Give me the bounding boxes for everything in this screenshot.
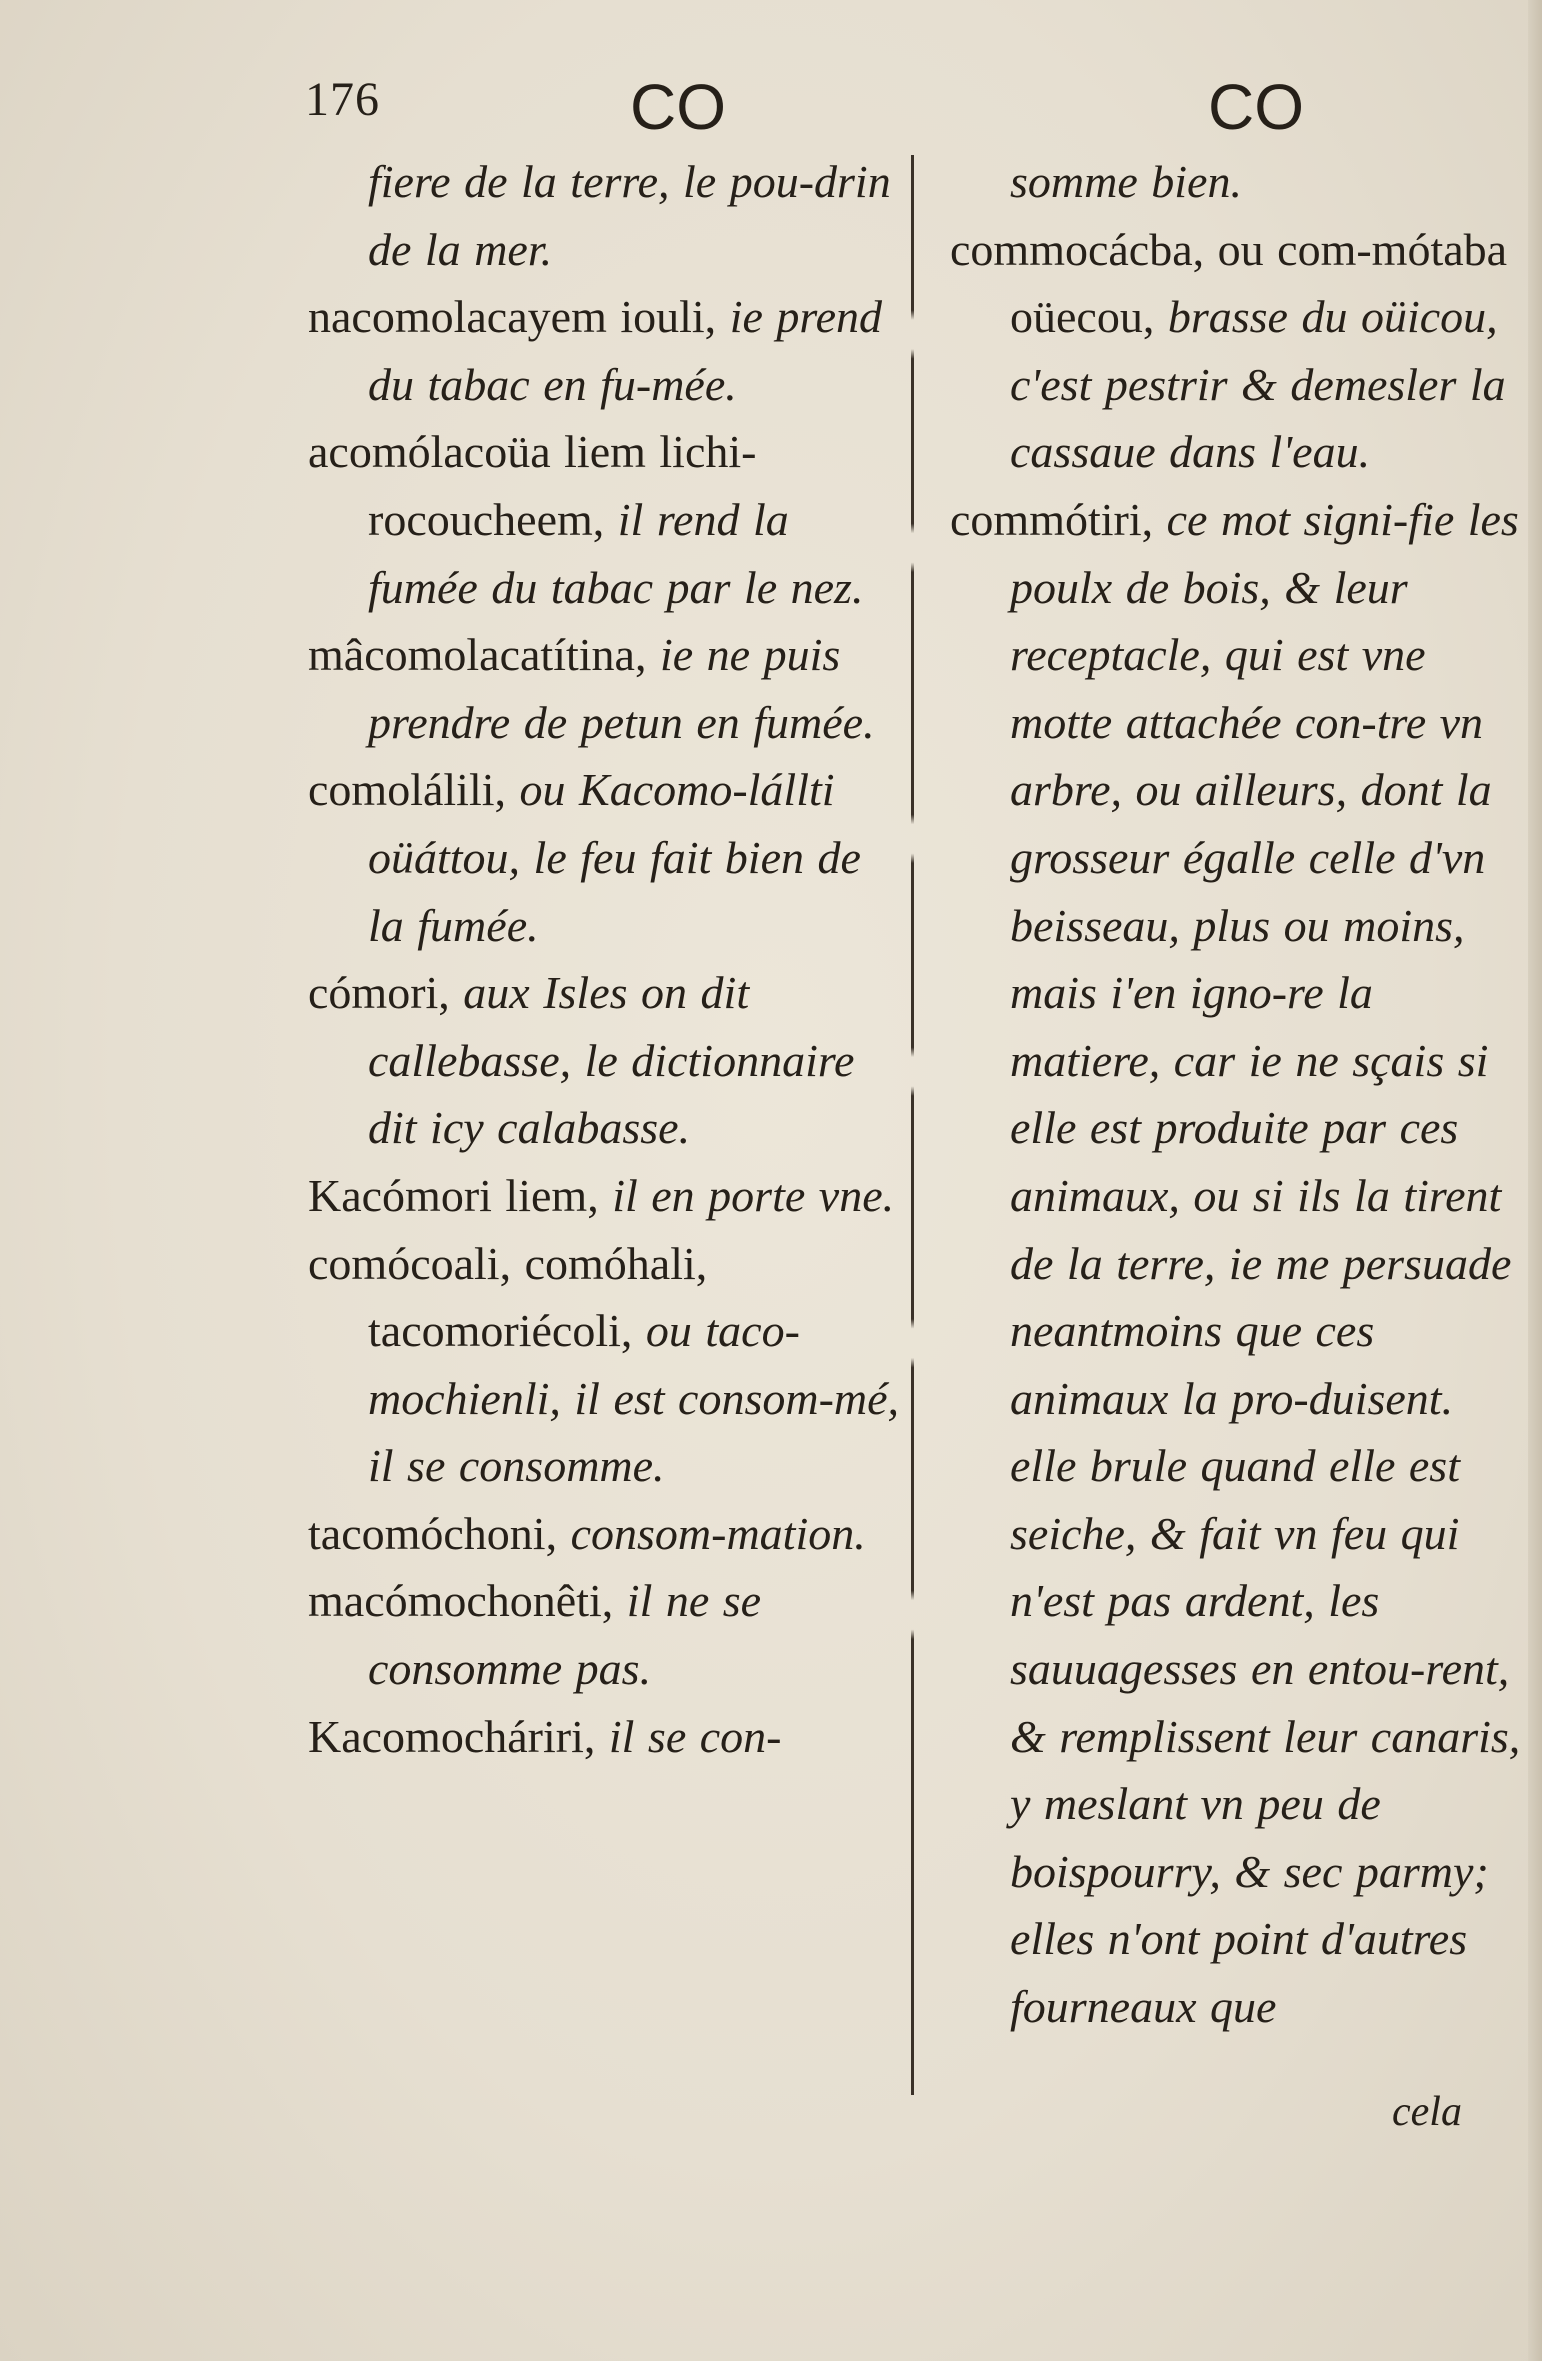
right-column <box>950 148 1524 2041</box>
entry-definition: aux Isles on dit callebasse, le dictionnaire dit icy calabasse. <box>368 967 855 1154</box>
page-edge <box>1528 0 1542 2361</box>
entry-headword: commótiri, <box>950 493 1154 545</box>
entry-definition: consom-mation. <box>570 1507 866 1559</box>
entry-headword: tacomóchoni, <box>308 1507 558 1559</box>
dictionary-entry <box>308 283 900 418</box>
page-number: 176 <box>305 73 380 126</box>
entry-definition: il se con- <box>608 1710 782 1762</box>
entry-definition: ou taco-mochienli, il est consom-mé, il se consomme. <box>368 1305 900 1492</box>
entry-definition: ce mot signi-fie les poulx de bois, & leur receptacle, qui est vne motte attachée con-tre vn arbre, ou ailleurs, dont la grosseur égalle celle d'vn beisseau, plus ou moins, mais i'en igno-re la matiere, car ie ne sçais si elle est produite par ces animaux, ou si ils la tirent de la terre, ie me persuade neantmoins que ces animaux la pro-duisent. elle brule quand elle est seiche, & fait vn feu qui n'est pas ardent, les sauuagesses en entou-rent, & remplissent leur canaris, y meslant vn peu de boispourry, & sec parmy; elles n'ont point d'autres fourneaux que <box>1010 493 1521 2033</box>
entry-definition: brasse du oüicou, c'est pestrir & demesler la cassaue dans l'eau. <box>1010 291 1506 478</box>
entry-definition: il ne se consomme pas. <box>368 1575 762 1695</box>
dictionary-entry <box>308 756 900 959</box>
entry-headword: Kacomocháriri, <box>308 1710 596 1762</box>
entry-headword: comócoali, comóhali, tacomoriécoli, <box>308 1237 708 1357</box>
running-head-right: CO <box>1208 71 1304 143</box>
dictionary-entry <box>950 486 1524 2041</box>
dictionary-entry <box>308 1230 900 1500</box>
entry-definition: ie prend du tabac en fu-mée. <box>368 291 882 410</box>
dictionary-entry <box>308 1703 900 1771</box>
entry-definition: ou Kacomo-lállti oüáttou, le feu fait bien de la fumée. <box>368 764 861 951</box>
dictionary-entry <box>950 148 1524 216</box>
running-head-left: CO <box>630 71 726 143</box>
entry-definition: il en porte vne. <box>612 1169 895 1221</box>
entry-definition: fiere de la terre, le pou-drin de la mer. <box>368 156 891 275</box>
catchword: cela <box>1392 2089 1462 2135</box>
page-header <box>0 70 1542 143</box>
entry-headword: mâcomolacatítina, <box>308 629 647 681</box>
entry-headword: Kacómori liem, <box>308 1169 599 1221</box>
entry-definition: il rend la fumée du tabac par le nez. <box>368 493 864 613</box>
dictionary-entry <box>308 621 900 756</box>
entry-headword: nacomolacayem iouli, <box>308 291 717 343</box>
dictionary-entry <box>308 1500 900 1568</box>
entry-headword: commocácba, ou com-mótaba oüecou, <box>950 223 1508 343</box>
dictionary-entry <box>308 959 900 1162</box>
entry-headword: comolálili, <box>308 764 507 816</box>
entry-headword: acomólacoüa liem lichi-rocoucheem, <box>308 426 757 545</box>
dictionary-entry <box>950 216 1524 486</box>
entry-headword: cómori, <box>308 967 450 1019</box>
dictionary-entry <box>308 1162 900 1230</box>
left-column <box>308 148 900 1770</box>
entry-definition: somme bien. <box>1010 156 1242 207</box>
entry-definition: ie ne puis prendre de petun en fumée. <box>368 629 875 748</box>
dictionary-entry <box>308 148 900 283</box>
entry-headword: macómochonêti, <box>308 1575 614 1627</box>
column-rule <box>911 155 914 2095</box>
dictionary-entry <box>308 1567 900 1702</box>
dictionary-entry <box>308 418 900 621</box>
